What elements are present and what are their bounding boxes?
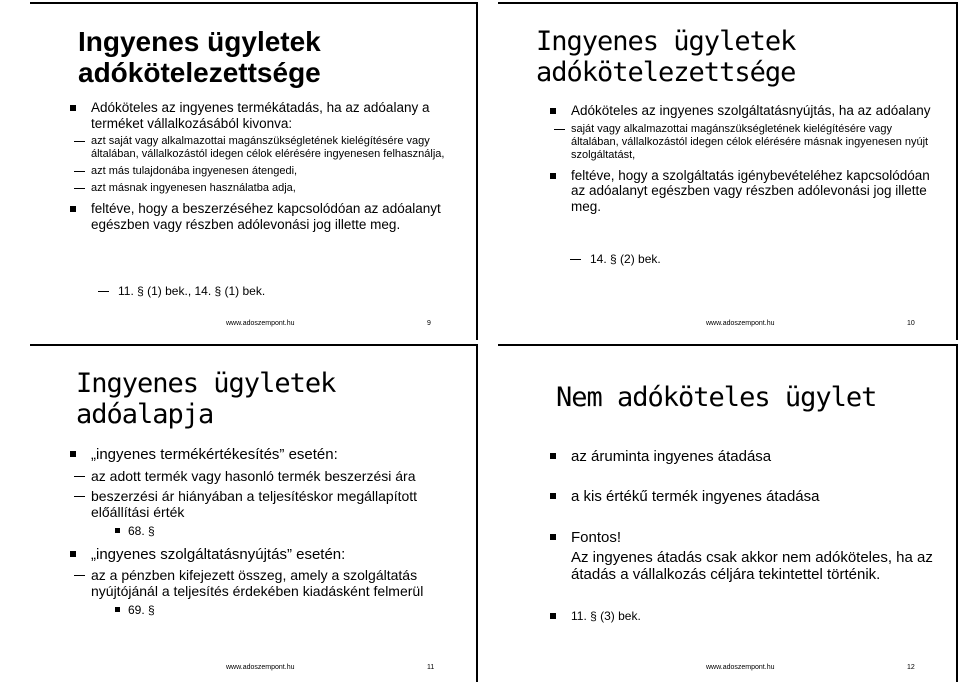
sub-item: azt más tulajdonába ingyenesen átengedi, (70, 165, 458, 178)
sub-item: azt másnak ingyenesen használatba adja, (70, 182, 458, 195)
bullet-item: a kis értékű termék ingyenes átadása (550, 488, 938, 506)
slide-content (550, 442, 938, 625)
footer-site: www.adoszempont.hu (706, 320, 775, 327)
slide-title: Ingyenes ügyletek adóalapja (76, 368, 336, 430)
slide-10 (480, 0, 960, 342)
bullet-item: feltéve, hogy a szolgáltatás igénybevételéhez kapcsolódóan az adóalanyt egészben vagy részben adólevonási jog illette meg. (550, 168, 938, 215)
slide-number: 10 (907, 320, 915, 327)
reference-item: 68. § (70, 524, 458, 538)
slide-number: 11 (427, 664, 435, 671)
bullet-item: Adóköteles az ingyenes szolgáltatásnyújtás, ha az adóalany (550, 103, 938, 119)
reference-item: 69. § (70, 603, 458, 617)
slide-number: 9 (427, 320, 431, 327)
slide-title: Nem adóköteles ügylet (556, 382, 877, 413)
bullet-item: 11. § (3) bek. (550, 608, 938, 626)
legal-reference: 11. § (1) bek., 14. § (1) bek. (118, 284, 266, 298)
bullet-item: feltéve, hogy a beszerzéséhez kapcsolódóan az adóalanyt egészben vagy részben adólevonási jog illette meg. (70, 201, 458, 232)
slide-title: Ingyenes ügyletek adókötelezettsége (536, 26, 796, 88)
note-text: Az ingyenes átadás csak akkor nem adóköteles, ha az átadás a vállalkozás céljára tekintettel történik. (571, 548, 933, 583)
legal-reference: 14. § (2) bek. (590, 252, 661, 266)
slide-title: Ingyenes ügyletek adókötelezettsége (78, 26, 321, 88)
sub-item: beszerzési ár hiányában a teljesítéskor megállapított előállítási érték (70, 488, 458, 520)
bullet-item: Fontos! (550, 529, 938, 547)
bullet-item: az áruminta ingyenes átadása (550, 448, 938, 466)
bullet-item: „ingyenes termékértékesítés” esetén: (70, 446, 458, 464)
bullet-item: Adóköteles az ingyenes termékátadás, ha az adóalany a terméket vállalkozásából kivonva: (70, 100, 458, 131)
slide-12 (480, 342, 960, 684)
footer-site: www.adoszempont.hu (226, 664, 295, 671)
slide-number: 12 (907, 664, 915, 671)
slide-content (70, 440, 458, 617)
sub-item: az adott termék vagy hasonló termék beszerzési ára (70, 468, 458, 484)
bullet-item: „ingyenes szolgáltatásnyújtás” esetén: (70, 546, 458, 564)
sub-item: az a pénzben kifejezett összeg, amely a szolgáltatás nyújtójánál a teljesítés érdekében kiadásként felmerül (70, 567, 458, 599)
sub-item: saját vagy alkalmazottai magánszükségletének kielégítésére vagy általában, vállalkozástól idegen célok elérésére másnak ingyenesen nyújt szolgáltatást, (550, 123, 938, 162)
footer-site: www.adoszempont.hu (226, 320, 295, 327)
slide-11 (0, 342, 480, 684)
slide-content (70, 94, 458, 232)
slide-content (550, 97, 938, 214)
footer-site: www.adoszempont.hu (706, 664, 775, 671)
slide-9 (0, 0, 480, 342)
sub-item: azt saját vagy alkalmazottai magánszükségletének kielégítésére vagy általában, vállalkozástól idegen célok elérésére ingyenesen felhasználja, (70, 135, 458, 161)
